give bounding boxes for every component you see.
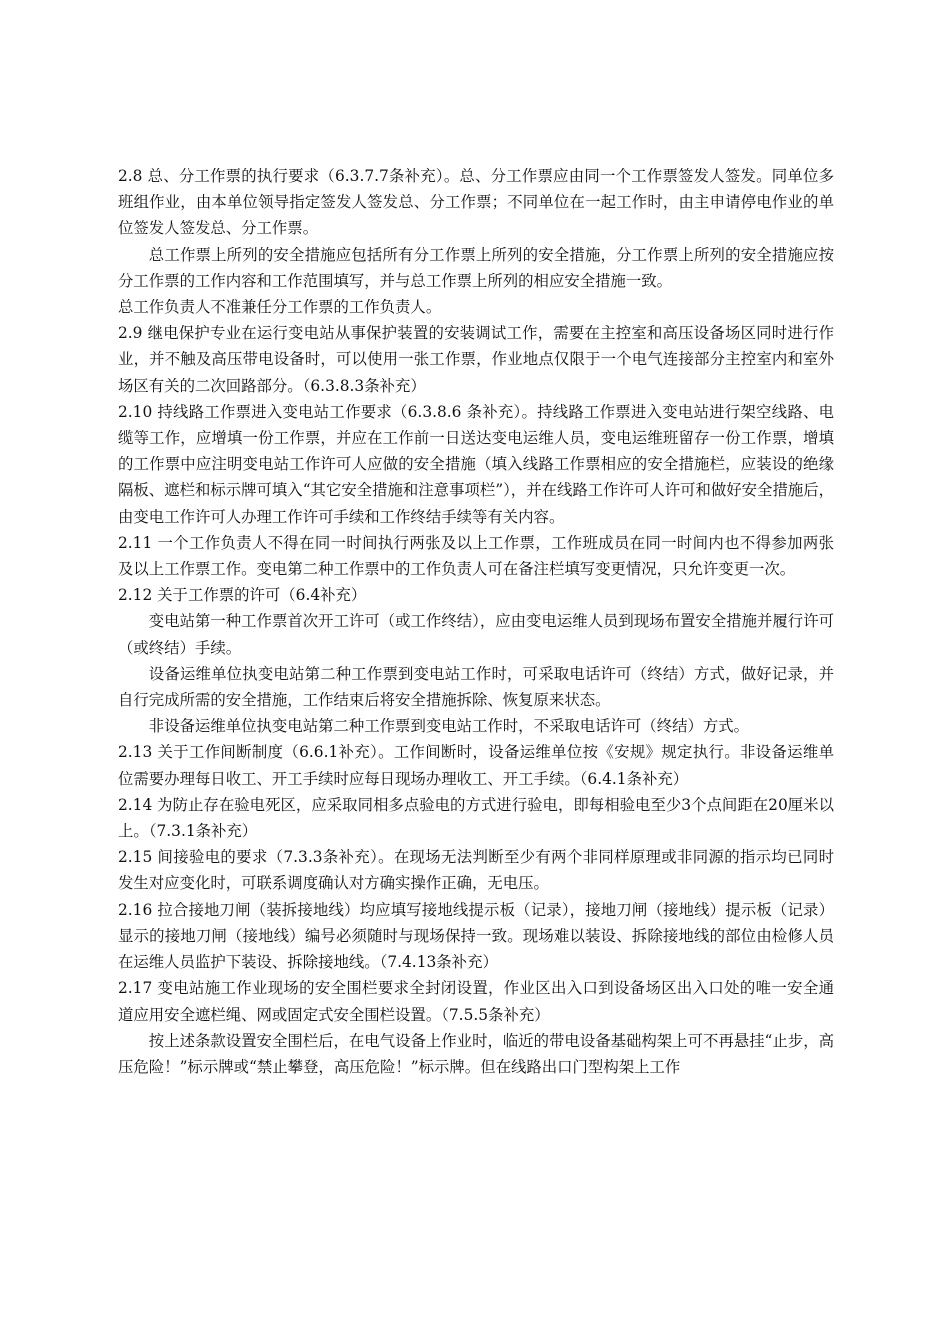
paragraph-2-9: 2.9 继电保护专业在运行变电站从事保护装置的安装调试工作，需要在主控室和高压设备场区同时进行作业，并不触及高压带电设备时，可以使用一张工作票，作业地点仅限于一个电气连接部分主控室内和室外场区有关的二次回路部分。（6.3.8.3条补充） — [118, 324, 834, 395]
paragraph-2-10: 2.10 持线路工作票进入变电站工作要求（6.3.8.6 条补充）。持线路工作票进入变电站进行架空线路、电缆等工作，应增填一份工作票，并应在工作前一日送达变电运维人员，变电运维班留存一份工作票，增填的工作票中应注明变电站工作许可人应做的安全措施（填入线路工作票相应的安全措施栏，应装设的绝缘隔板、遮栏和标示牌可填入“其它安全措施和注意事项栏”），并在线路工作许可人许可和做好安全措施后，由变电工作许可人办理工作许可手续和工作终结手续等有关内容。 — [118, 402, 835, 526]
paragraph-2-12: 2.12 关于工作票的许可（6.4补充） — [118, 586, 367, 605]
paragraph-no-phone-permit: 非设备运维单位执变电站第二种工作票到变电站工作时，不采取电话许可（终结）方式。 — [148, 717, 750, 736]
paragraph-2-17: 2.17 变电站施工作业现场的安全围栏要求全封闭设置，作业区出入口到设备场区出入口处的唯一安全通道应用安全遮栏绳、网或固定式安全围栏设置。（7.5.5条补充） — [118, 979, 834, 1024]
paragraph-total-ticket-measures: 总工作票上所列的安全措施应包括所有分工作票上所列的安全措施，分工作票上所列的安全措施应按分工作票的工作内容和工作范围填写，并与总工作票上所列的相应安全措施一致。 — [118, 245, 834, 290]
paragraph-2-16: 2.16 拉合接地刀闸（装拆接地线）均应填写接地线提示板（记录），接地刀闸（接地线）提示板（记录）显示的接地刀闸（接地线）编号必须随时与现场保持一致。现场难以装设、拆除接地线的部位由检修人员在运维人员监护下装设、拆除接地线。（7.4.13条补充） — [118, 900, 834, 972]
paragraph-2-8: 2.8 总、分工作票的执行要求（6.3.7.7条补充）。总、分工作票应由同一个工作票签发人签发。同单位多班组作业，由本单位领导指定签发人签发总、分工作票；不同单位在一起工作时，由主申请停电作业的单位签发人签发总、分工作票。 — [118, 167, 834, 238]
paragraph-phone-permit: 设备运维单位执变电站第二种工作票到变电站工作时，可采取电话许可（终结）方式，做好记录，并自行完成所需的安全措施，工作结束后将安全措施拆除、恢复原来状态。 — [118, 664, 834, 710]
paragraph-total-leader: 总工作负责人不准兼任分工作票的工作负责人。 — [118, 298, 442, 317]
document-body — [118, 163, 834, 1080]
paragraph-2-14: 2.14 为防止存在验电死区，应采取同相多点验电的方式进行验电，即每相验电至少3个点间距在20厘米以上。（7.3.1条补充） — [118, 795, 834, 841]
paragraph-2-13: 2.13 关于工作间断制度（6.6.1补充）。工作间断时，设备运维单位按《安规》规定执行。非设备运维单位需要办理每日收工、开工手续时应每日现场办理收工、开工手续。（6.4.1条补充） — [118, 743, 834, 788]
paragraph-2-11: 2.11 一个工作负责人不得在同一时间执行两张及以上工作票，工作班成员在同一时间内也不得参加两张及以上工作票工作。变电第二种工作票中的工作负责人可在备注栏填写变更情况，只允许变更一次。 — [118, 533, 834, 579]
paragraph-first-ticket-permit: 变电站第一种工作票首次开工许可（或工作终结），应由变电运维人员到现场布置安全措施并履行许可（或终结）手续。 — [118, 612, 834, 657]
paragraph-fence-signs: 按上述条款设置安全围栏后，在电气设备上作业时，临近的带电设备基础构架上可不再悬挂“止步，高压危险！”标示牌或“禁止攀登，高压危险！”标示牌。但在线路出口门型构架上工作 — [118, 1031, 834, 1076]
paragraph-2-15: 2.15 间接验电的要求（7.3.3条补充）。在现场无法判断至少有两个非同样原理或非同源的指示均已同时发生对应变化时，可联系调度确认对方确实操作正确，无电压。 — [118, 848, 834, 893]
